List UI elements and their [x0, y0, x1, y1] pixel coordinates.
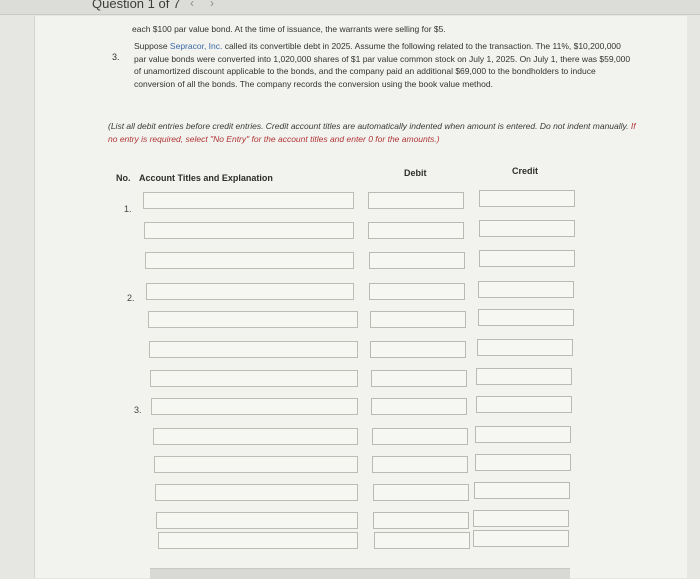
credit-amount-input[interactable] [473, 530, 569, 547]
account-title-input[interactable] [156, 512, 358, 529]
credit-amount-input[interactable] [478, 309, 574, 326]
account-title-input[interactable] [158, 532, 358, 549]
debit-amount-input[interactable] [371, 398, 467, 415]
credit-amount-input[interactable] [479, 190, 575, 207]
previous-problem-text: each $100 par value bond. At the time of issuance, the warrants were selling for $5. [132, 24, 446, 34]
debit-amount-input[interactable] [374, 532, 470, 549]
column-header-account: Account Titles and Explanation [139, 173, 273, 183]
credit-amount-input[interactable] [479, 220, 575, 237]
credit-amount-input[interactable] [477, 339, 573, 356]
entry-number: 1. [124, 204, 132, 214]
debit-amount-input[interactable] [371, 370, 467, 387]
debit-amount-input[interactable] [373, 484, 469, 501]
account-title-input[interactable] [154, 456, 358, 473]
horizontal-scrollbar[interactable] [150, 568, 570, 579]
credit-amount-input[interactable] [476, 368, 572, 385]
instructions [108, 120, 638, 146]
problem-text-rest: called its convertible debt in 2025. Assume the following related to the transaction. The 11%, $10,200,000 par value bonds were converted into 1,020,000 shares of $1 par value common stock on July 1, 2025. On July 1, there was $59,000 of unamortized discount applicable to the bonds, and the company paid an additional $69,000 to the bondholders to induce conversion of all the bonds. The company records the conversion using the book value method. [134, 41, 631, 89]
column-header-debit: Debit [404, 168, 427, 178]
account-title-input[interactable] [143, 192, 354, 209]
credit-amount-input[interactable] [473, 510, 569, 527]
account-title-input[interactable] [150, 370, 358, 387]
account-title-input[interactable] [149, 341, 358, 358]
next-question-icon[interactable]: › [210, 0, 214, 10]
account-title-input[interactable] [153, 428, 358, 445]
top-bar [0, 0, 700, 15]
debit-amount-input[interactable] [370, 311, 466, 328]
debit-amount-input[interactable] [369, 283, 465, 300]
problem-text-start: Suppose [134, 41, 170, 51]
column-header-credit: Credit [512, 166, 539, 176]
account-title-input[interactable] [146, 283, 354, 300]
problem-text [134, 40, 634, 90]
credit-amount-input[interactable] [474, 482, 570, 499]
credit-amount-input[interactable] [479, 250, 575, 267]
debit-amount-input[interactable] [372, 428, 468, 445]
credit-amount-input[interactable] [475, 454, 571, 471]
account-title-input[interactable] [151, 398, 358, 415]
instructions-main: (List all debit entries before credit entries. Credit account titles are automatically indented when amount is entered. Do not indent manually. [108, 121, 631, 131]
debit-amount-input[interactable] [370, 341, 466, 358]
previous-question-icon[interactable]: ‹ [190, 0, 194, 10]
entry-number: 3. [134, 405, 142, 415]
credit-amount-input[interactable] [478, 281, 574, 298]
entry-number: 2. [127, 293, 135, 303]
credit-amount-input[interactable] [475, 426, 571, 443]
company-name: Sepracor, Inc. [169, 41, 223, 51]
debit-amount-input[interactable] [368, 222, 464, 239]
account-title-input[interactable] [145, 252, 354, 269]
account-title-input[interactable] [155, 484, 358, 501]
credit-amount-input[interactable] [476, 396, 572, 413]
column-header-no: No. [116, 173, 131, 183]
account-title-input[interactable] [148, 311, 358, 328]
debit-amount-input[interactable] [373, 512, 469, 529]
debit-amount-input[interactable] [369, 252, 465, 269]
problem-number: 3. [112, 52, 120, 62]
instructions-no-entry: If no entry is required, select "No Entry" for the account titles and enter 0 for the amounts.) [108, 121, 636, 144]
question-label: Question 1 of 7 [92, 0, 181, 11]
account-title-input[interactable] [144, 222, 354, 239]
debit-amount-input[interactable] [368, 192, 464, 209]
debit-amount-input[interactable] [372, 456, 468, 473]
